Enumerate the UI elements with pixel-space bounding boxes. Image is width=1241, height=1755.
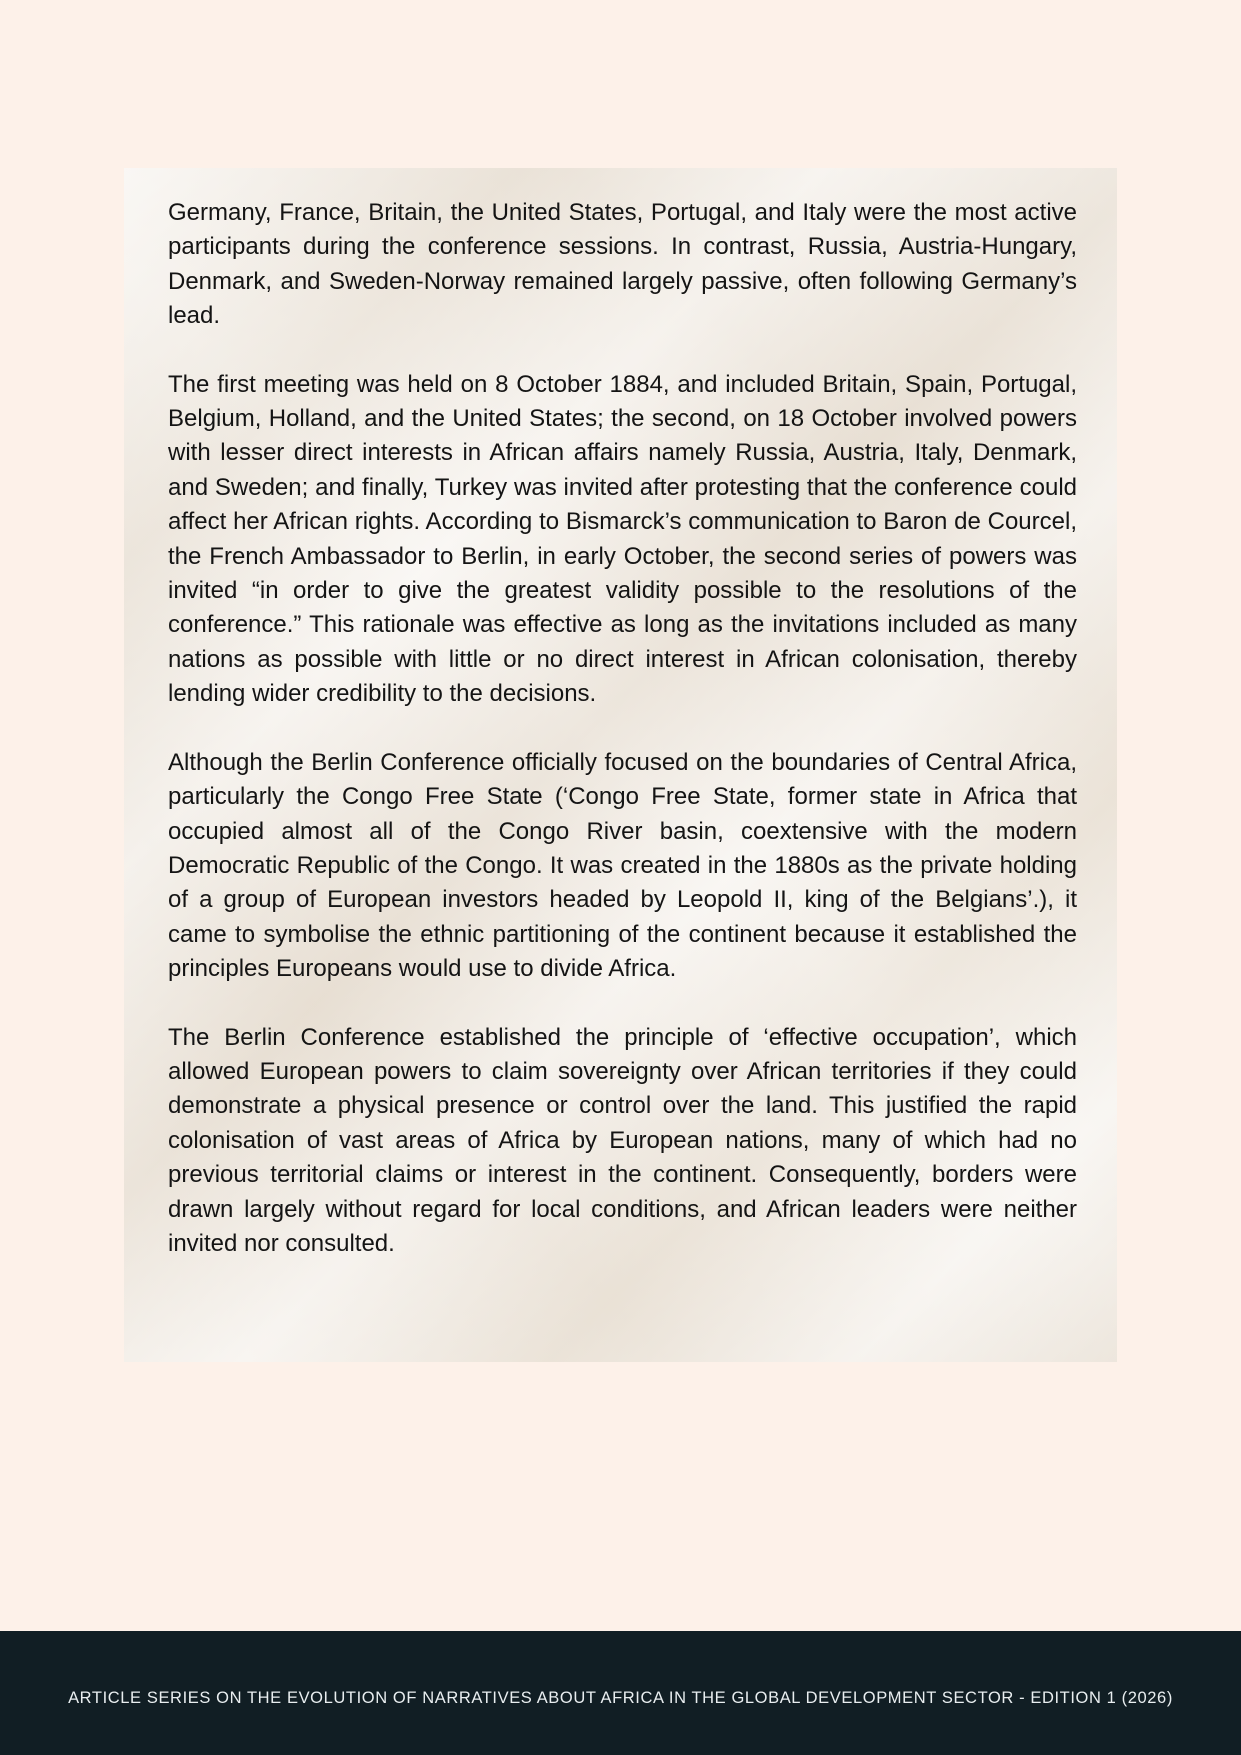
article-paragraph-1: Germany, France, Britain, the United States, Portugal, and Italy were the most active participants during the conference sessions. In contrast, Russia, Austria-Hungary, Denmark, and Sweden-Norway remained largely passive, often following Germany’s lead. xyxy=(168,199,1077,330)
article-paragraph-4: The Berlin Conference established the principle of ‘effective occupation’, which allowed European powers to claim sovereignty over African territories if they could demonstrate a physical presence or control over the land. This justified the rapid colonisation of vast areas of Africa by European nations, many of which had no previous territorial claims or interest in the continent. Consequently, borders were drawn largely without regard for local conditions, and African leaders were neither invited nor consulted. xyxy=(168,1023,1077,1257)
page-footer xyxy=(0,1631,1241,1755)
article-paragraph-2: The first meeting was held on 8 October 1884, and included Britain, Spain, Portugal, Belgium, Holland, and the United States; the second, on 18 October involved powers with lesser direct interests in African affairs namely Russia, Austria, Italy, Denmark, and Sweden; and finally, Turkey was invited after protesting that the conference could affect her African rights. According to Bismarck’s communication to Baron de Courcel, the French Ambassador to Berlin, in early October, the second series of powers was invited “in order to give the greatest validity possible to the resolutions of the conference.” This rationale was effective as long as the invitations included as many nations as possible with little or no direct interest in African colonisation, thereby lending wider credibility to the decisions. xyxy=(168,370,1077,708)
article-paragraph-3: Although the Berlin Conference officially focused on the boundaries of Central Africa, particularly the Congo Free State (‘Congo Free State, former state in Africa that occupied almost all of the Congo River basin, coextensive with the modern Democratic Republic of the Congo. It was created in the 1880s as the private holding of a group of European investors headed by Leopold II, king of the Belgians’.), it came to symbolise the ethnic partitioning of the continent because it established the principles Europeans would use to divide Africa. xyxy=(168,748,1077,983)
footer-series-title: ARTICLE SERIES ON THE EVOLUTION OF NARRATIVES ABOUT AFRICA IN THE GLOBAL DEVELOPMENT SECTOR - EDITION 1 (2026) xyxy=(68,1688,1173,1707)
article-paper-panel xyxy=(124,168,1117,1362)
